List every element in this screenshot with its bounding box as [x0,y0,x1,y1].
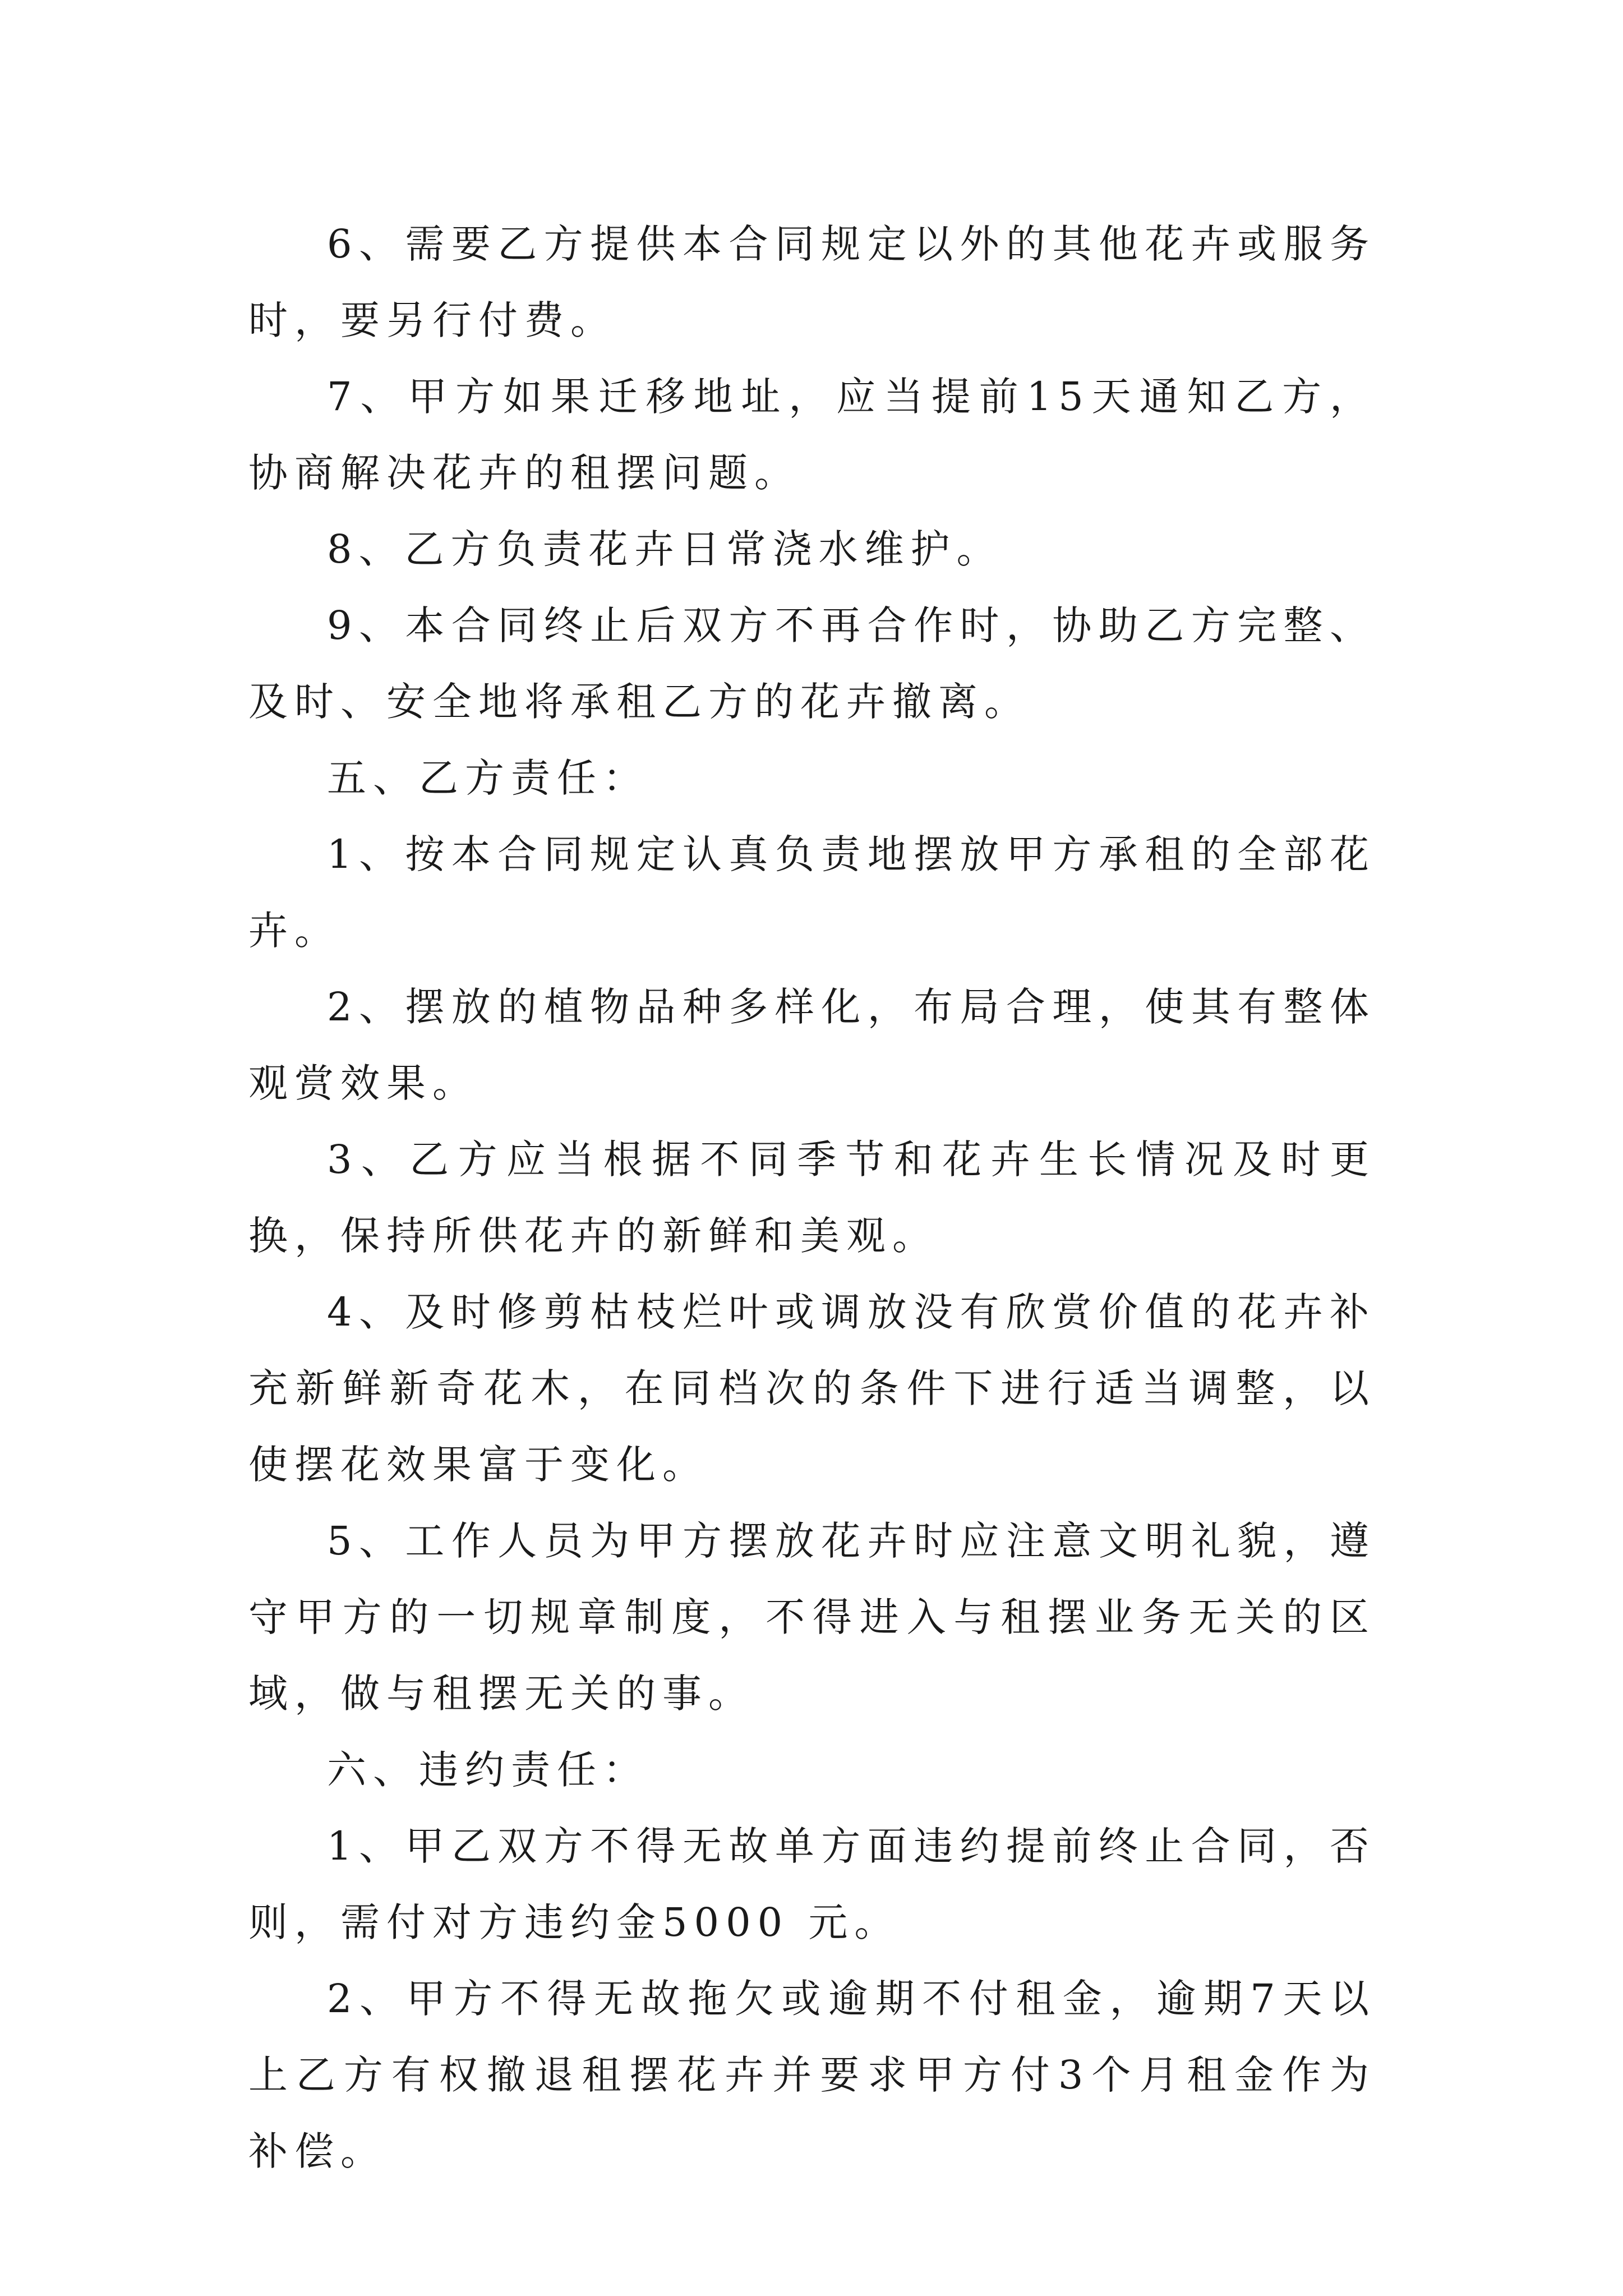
paragraph-clause-8: 8、乙方负责花卉日常浇水维护。 [327,526,1003,572]
paragraph-clause-9: 9、本合同终止后双方不再合作时，协助乙方完整、及时、安全地将承租乙方的花卉撤离。 [248,602,1376,725]
paragraph-breach-clause-1: 1、甲乙双方不得无故单方面违约提前终止合同，否则，需付对方违约金5000 元。 [248,1823,1376,1945]
paragraph-clause-6: 6、需要乙方提供本合同规定以外的其他花卉或服务时，要另行付费。 [248,221,1376,343]
paragraph-b-clause-5: 5、工作人员为甲方摆放花卉时应注意文明礼貌，遵守甲方的一切规章制度，不得进入与租摆业务无关的区域，做与租摆无关的事。 [248,1518,1376,1717]
paragraph-b-clause-4: 4、及时修剪枯枝烂叶或调放没有欣赏价值的花卉补充新鲜新奇花木，在同档次的条件下进行适当调整，以使摆花效果富于变化。 [248,1289,1376,1488]
paragraph-clause-7: 7、甲方如果迁移地址，应当提前15天通知乙方，协商解决花卉的租摆问题。 [248,374,1376,496]
paragraph-b-clause-2: 2、摆放的植物品种多样化，布局合理，使其有整体观赏效果。 [248,984,1376,1106]
paragraph-breach-clause-2: 2、甲方不得无故拖欠或逾期不付租金，逾期7天以上乙方有权撤退租摆花卉并要求甲方付3个月租金作为补偿。 [248,1976,1376,2174]
paragraph-b-clause-1: 1、按本合同规定认真负责地摆放甲方承租的全部花卉。 [248,831,1376,954]
section-heading-party-b-duties: 五、乙方责任： [327,755,649,801]
paragraph-b-clause-3: 3、乙方应当根据不同季节和花卉生长情况及时更换，保持所供花卉的新鲜和美观。 [248,1137,1376,1259]
document-body [248,206,1376,2189]
section-heading-breach-liability: 六、违约责任： [327,1747,649,1793]
